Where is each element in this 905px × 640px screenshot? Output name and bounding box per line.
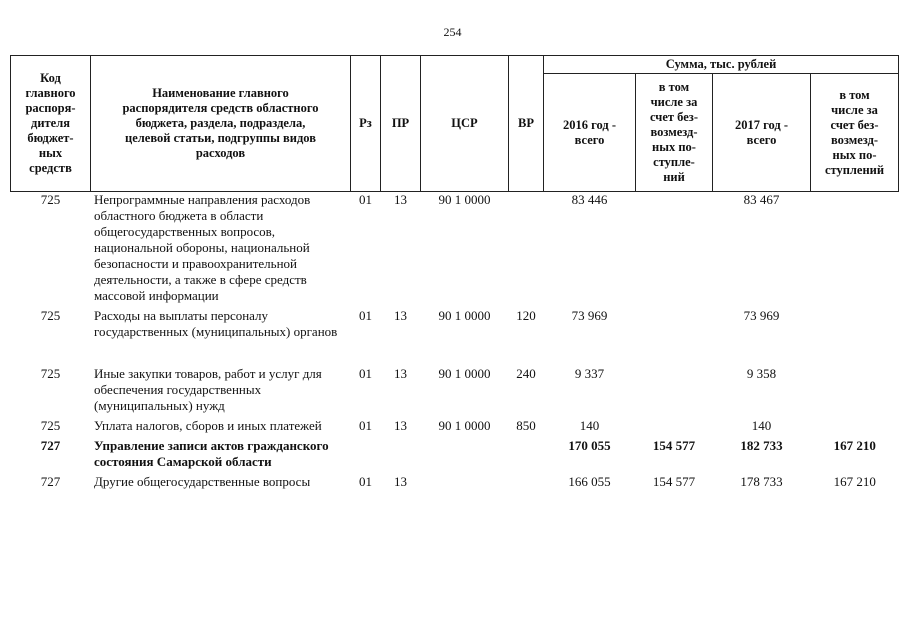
header-pr: ПР: [381, 56, 421, 192]
cell-2016-total: 170 055: [568, 438, 611, 453]
cell-csr: 90 1 0000: [438, 308, 491, 323]
cell-name: Иные закупки товаров, работ и услуг для обеспечения государственных (муниципальных) нужд: [94, 366, 322, 413]
cell-pr: 13: [394, 366, 407, 381]
cell-vr: 850: [516, 418, 536, 433]
header-2016-total: 2016 год - всего: [544, 74, 636, 192]
header-vr: ВР: [509, 56, 544, 192]
cell-pr: 13: [394, 192, 407, 207]
header-2017-total: 2017 год - всего: [713, 74, 811, 192]
table-row: [11, 308, 899, 366]
cell-2016-total: 9 337: [574, 366, 605, 381]
cell-vr: 240: [516, 366, 536, 381]
cell-csr: 90 1 0000: [438, 192, 491, 207]
cell-2016-total: 73 969: [571, 308, 608, 323]
cell-2017-total: 83 467: [743, 192, 780, 207]
header-csr: ЦСР: [421, 56, 509, 192]
cell-name: Управление записи актов гражданского состояния Самарской области: [94, 438, 329, 469]
cell-pr: 13: [394, 418, 407, 433]
table-row: [11, 366, 899, 418]
cell-2016-free: [636, 308, 713, 366]
cell-name: Другие общегосударственные вопросы: [94, 474, 311, 489]
budget-table: [10, 55, 899, 490]
cell-csr: [421, 438, 509, 474]
cell-rz: 01: [359, 192, 372, 207]
cell-2016-total: 166 055: [568, 474, 611, 489]
cell-2016-free: [636, 192, 713, 309]
cell-2017-free: 167 210: [833, 438, 876, 453]
header-code: Код главного распоря- дителя бюджет- ных средств: [11, 56, 91, 192]
header-2017-free: в том числе за счет без- возмезд- ных по- ступлений: [811, 74, 899, 192]
cell-code: 727: [40, 438, 61, 453]
cell-name: Расходы на выплаты персоналу государственных (муниципальных) органов: [94, 308, 338, 339]
header-name: Наименование главного распорядителя средств областного бюджета, раздела, подраздела, целевой статьи, подгруппы видов расходов: [91, 56, 351, 192]
cell-name: Непрограммные направления расходов областного бюджета в области общегосударственных вопросов, национальной обороны, национальной безопасности и правоохранительной деятельности, а также в сфере средств массовой информации: [94, 192, 311, 303]
cell-name: Уплата налогов, сборов и иных платежей: [94, 418, 322, 433]
cell-vr: [509, 438, 544, 474]
cell-2016-free: 154 577: [652, 474, 696, 489]
cell-pr: 13: [394, 474, 407, 489]
cell-code: 725: [40, 192, 61, 207]
cell-2017-free: [811, 418, 899, 438]
cell-2016-total: 83 446: [571, 192, 608, 207]
table-row: [11, 418, 899, 438]
cell-csr: [421, 474, 509, 490]
cell-2017-total: 140: [751, 418, 772, 433]
cell-rz: 01: [359, 418, 372, 433]
cell-2017-free: [811, 366, 899, 418]
table-row: [11, 192, 899, 309]
cell-rz: 01: [359, 308, 372, 323]
cell-2017-free: [811, 308, 899, 366]
cell-rz: 01: [359, 366, 372, 381]
header-sum-group: Сумма, тыс. рублей: [544, 56, 899, 74]
page-number: 254: [443, 25, 462, 39]
cell-vr: 120: [516, 308, 536, 323]
cell-code: 725: [40, 308, 61, 323]
cell-2017-total: 73 969: [743, 308, 780, 323]
header-2016-free: в том числе за счет без- возмезд- ных по- ступле- ний: [636, 74, 713, 192]
cell-code: 725: [40, 366, 61, 381]
table-row: [11, 474, 899, 490]
cell-csr: 90 1 0000: [438, 418, 491, 433]
cell-2017-total: 182 733: [740, 438, 783, 453]
cell-code: 725: [40, 418, 61, 433]
cell-pr: 13: [394, 308, 407, 323]
cell-vr: [509, 474, 544, 490]
cell-rz: [351, 438, 381, 474]
cell-pr: [381, 438, 421, 474]
table-row: [11, 438, 899, 474]
cell-2017-total: 9 358: [746, 366, 777, 381]
cell-csr: 90 1 0000: [438, 366, 491, 381]
cell-2016-free: 154 577: [652, 438, 696, 453]
cell-2016-free: [636, 418, 713, 438]
cell-rz: 01: [359, 474, 372, 489]
cell-2017-total: 178 733: [740, 474, 783, 489]
cell-code: 727: [40, 474, 61, 489]
cell-2017-free: [811, 192, 899, 309]
cell-2016-free: [636, 366, 713, 418]
cell-vr: [509, 192, 544, 309]
cell-2016-total: 140: [579, 418, 600, 433]
cell-2017-free: 167 210: [833, 474, 876, 489]
header-rz: Рз: [351, 56, 381, 192]
